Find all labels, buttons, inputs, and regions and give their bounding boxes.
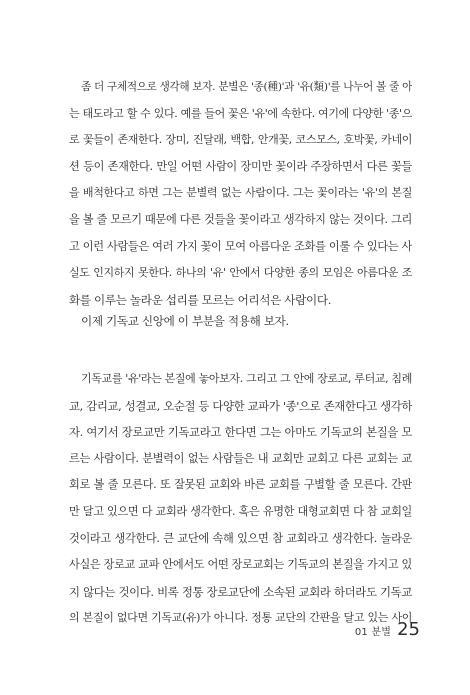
text-line: 을 배척한다고 하면 그는 분별력 없는 사람이다. 그는 꽃이라는 '유'의 본질 bbox=[69, 186, 412, 200]
text-line: 것이라고 생각한다. 큰 교단에 속해 있으면 참 교회라고 생각한다. 놀라운 bbox=[69, 531, 412, 545]
text-line: 실도 인지하지 못한다. 하나의 '유' 안에서 다양한 종의 모임은 아름다운 조 bbox=[69, 266, 412, 280]
text-line: 자. 여기서 장로교만 기독교라고 한다면 그는 아마도 기독교의 본질을 모 bbox=[69, 425, 412, 440]
paragraph-1 bbox=[69, 74, 412, 313]
text-line: 르는 사람이다. 분별력이 없는 사람들은 내 교회만 교회고 다른 교회는 교 bbox=[69, 451, 412, 465]
page-number: 25 bbox=[397, 619, 420, 640]
text-line: 지 않다는 것이다. 비록 정통 장로교단에 소속된 교회라 하더라도 기독교 bbox=[69, 584, 412, 599]
chapter-label: 01 분별 bbox=[354, 627, 392, 638]
text-line: 만 달고 있으면 다 교회라 생각한다. 혹은 유명한 대형교회면 다 참 교회일 bbox=[69, 504, 412, 518]
text-line: 로 꽃들이 존재한다. 장미, 진달래, 백합, 안개꽃, 코스모스, 호박꽃, 카네이 bbox=[69, 133, 412, 147]
text-line: 이제 기독교 신앙에 이 부분을 적용해 보자. bbox=[81, 314, 289, 328]
text-line: 회로 볼 줄 모른다. 또 잘못된 교회와 바른 교회를 구별할 줄 모른다. 간판 bbox=[69, 478, 412, 492]
text-line: 는 태도라고 할 수 있다. 예를 들어 꽃은 '유'에 속한다. 여기에 다양한 '종'으 bbox=[69, 106, 412, 120]
text-line: 의 본질이 없다면 기독교(유)가 아니다. 정통 교단의 간판을 달고 있는 사이 bbox=[69, 611, 412, 625]
text-line: 고 이런 사람들은 여러 가지 꽃이 모여 아름다운 조화를 이룰 수 있다는 사 bbox=[69, 239, 412, 253]
text-line: 사실은 장로교 교파 안에서도 어떤 장로교회는 기독교의 본질을 가지고 있 bbox=[69, 558, 412, 572]
text-line: 기독교를 '유'라는 본질에 놓아보자. 그리고 그 안에 장로교, 루터교, 침례 bbox=[81, 372, 412, 385]
page-footer bbox=[355, 619, 420, 640]
text-line: 션 등이 존재한다. 만일 어떤 사람이 장미만 꽃이라 주장하면서 다른 꽃들 bbox=[69, 159, 412, 173]
text-line: 화를 이루는 놀라운 섭리를 모르는 어리석은 사람이다. bbox=[69, 292, 332, 307]
text-line: 교, 감리교, 성결교, 오순절 등 다양한 교파가 '종'으로 존재한다고 생각하 bbox=[69, 398, 412, 413]
paragraph-3 bbox=[69, 366, 412, 632]
text-line: 좀 더 구체적으로 생각해 보자. 분별은 '종(種)'과 '유(類)'를 나누어 볼 줄 아 bbox=[81, 81, 412, 93]
paragraph-2 bbox=[69, 308, 412, 335]
text-line: 을 볼 줄 모르기 때문에 다른 것들을 꽃이라고 생각하지 않는 것이다. 그리 bbox=[69, 212, 412, 226]
